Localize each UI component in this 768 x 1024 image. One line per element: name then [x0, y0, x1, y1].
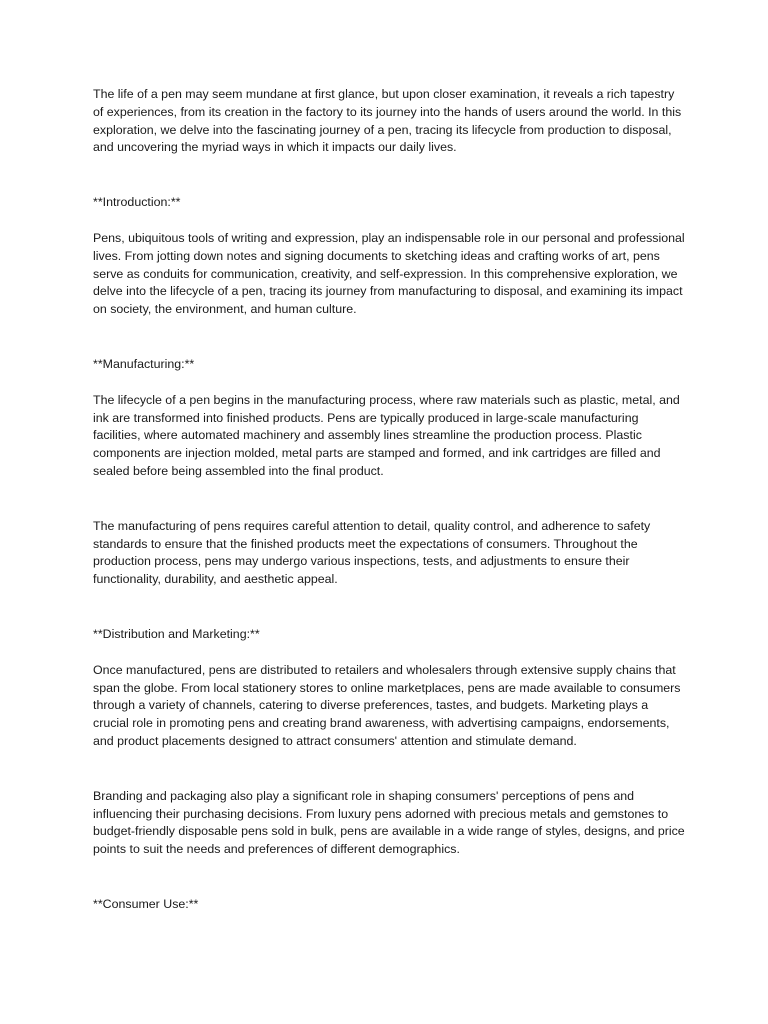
section-heading-introduction: **Introduction:**	[93, 195, 181, 210]
intro-paragraph: The life of a pen may seem mundane at first glance, but upon closer examination, it reveals a rich tapestry of experiences, from its creation in the factory to its journey into the hands of users around the world. In this exploration, we delve into the fascinating journey of a pen, tracing its lifecycle from production to disposal, and uncovering the myriad ways in which it impacts our daily lives.	[93, 87, 682, 155]
document-body	[93, 86, 685, 914]
section-heading-consumer-use: **Consumer Use:**	[93, 896, 199, 911]
section-heading-distribution: **Distribution and Marketing:**	[93, 626, 260, 641]
manufacturing-paragraph-2: The manufacturing of pens requires careful attention to detail, quality control, and adherence to safety standards to ensure that the finished products meet the expectations of consumers. Throughout the production process, pens may undergo various inspections, tests, and adjustments to ensure their functionality, durability, and aesthetic appeal.	[93, 518, 651, 587]
distribution-paragraph-2: Branding and packaging also play a significant role in shaping consumers' perceptions of pens and influencing their purchasing decisions. From luxury pens adorned with precious metals and gemstones to budget-friendly disposable pens sold in bulk, pens are available in a wide range of styles, designs, and price points to suit the needs and preferences of different demographics.	[93, 788, 685, 857]
distribution-paragraph-1: Once manufactured, pens are distributed to retailers and wholesalers through extensive supply chains that span the globe. From local stationery stores to online marketplaces, pens are made available to consumers through a variety of channels, catering to diverse preferences, tastes, and budgets. Marketing plays a crucial role in promoting pens and creating brand awareness, with advertising campaigns, endorsements, and product placements designed to attract consumers' attention and stimulate demand.	[93, 662, 681, 748]
introduction-paragraph: Pens, ubiquitous tools of writing and expression, play an indispensable role in our personal and professional lives. From jotting down notes and signing documents to sketching ideas and crafting works of art, pens serve as conduits for communication, creativity, and self-expression. In this comprehensive exploration, we delve into the lifecycle of a pen, tracing its journey from manufacturing to disposal, and examining its impact on society, the environment, and human culture.	[93, 230, 685, 317]
section-heading-manufacturing: **Manufacturing:**	[93, 356, 195, 371]
manufacturing-paragraph-1: The lifecycle of a pen begins in the manufacturing process, where raw materials such as plastic, metal, and ink are transformed into finished products. Pens are typically produced in large-scale manufacturing facilities, where automated machinery and assembly lines streamline the production process. Plastic components are injection molded, metal parts are stamped and formed, and ink cartridges are filled and sealed before being assembled into the final product.	[93, 392, 680, 478]
